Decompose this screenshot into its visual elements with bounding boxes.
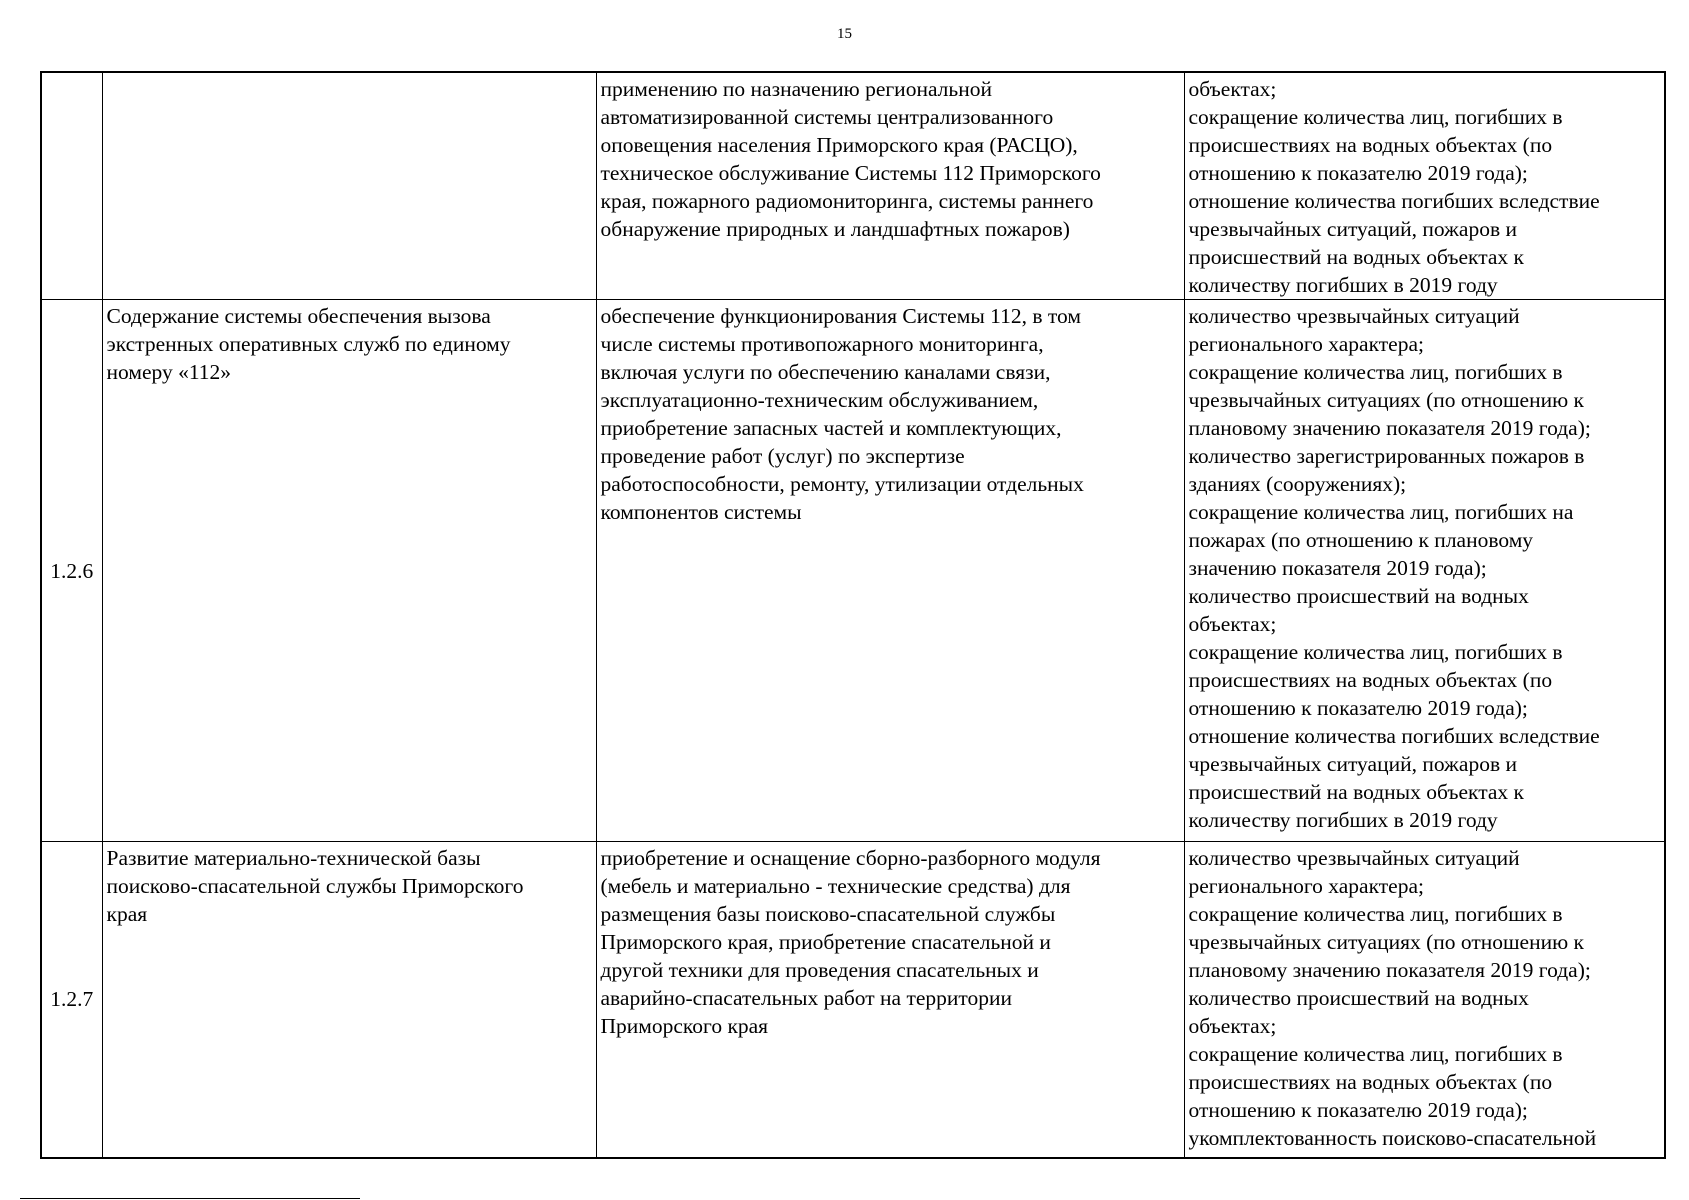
text-line: Содержание системы обеспечения вызова <box>106 304 491 328</box>
text-line: обнаружение природных и ландшафтных пожаров) <box>600 217 1070 241</box>
row-number-cell: 1.2.7 <box>41 842 102 1158</box>
text-line: другой техники для проведения спасательных и <box>600 958 1039 982</box>
activities-cell <box>596 300 1184 842</box>
text-line: размещения базы поисково-спасательной службы <box>600 902 1056 926</box>
row-number-cell <box>41 72 102 300</box>
text-line: количество чрезвычайных ситуаций <box>1188 304 1520 328</box>
text-line: работоспособности, ремонту, утилизации отдельных <box>600 472 1084 496</box>
text-line: компонентов системы <box>600 500 802 524</box>
indicators-cell <box>1184 842 1665 1158</box>
text-line: оповещения населения Приморского края (РАСЦО), <box>600 133 1078 157</box>
text-line: происшествиях на водных объектах (по <box>1188 668 1553 692</box>
text-line: приобретение запасных частей и комплектующих, <box>600 416 1062 440</box>
text-line: номеру «112» <box>106 360 232 384</box>
text-line: Приморского края, приобретение спасательной и <box>600 930 1051 954</box>
row-number-cell: 1.2.6 <box>41 300 102 842</box>
text-line: сокращение количества лиц, погибших на <box>1188 500 1574 524</box>
text-line: сокращение количества лиц, погибших в <box>1188 902 1563 926</box>
text-line: количество чрезвычайных ситуаций <box>1188 846 1520 870</box>
text-line: Приморского края <box>600 1014 769 1038</box>
text-line: отношению к показателю 2019 года); <box>1188 161 1528 185</box>
table-row <box>41 72 1665 300</box>
text-line: отношению к показателю 2019 года); <box>1188 1098 1528 1122</box>
text-line: количество происшествий на водных <box>1188 584 1529 608</box>
text-line: Развитие материально-технической базы <box>106 846 481 870</box>
page-number: 15 <box>837 26 852 42</box>
measure-name-cell <box>102 842 596 1158</box>
footnote-separator <box>20 1198 360 1199</box>
text-line: объектах; <box>1188 77 1277 101</box>
text-line: происшествий на водных объектах к <box>1188 245 1524 269</box>
text-line: объектах; <box>1188 612 1277 636</box>
measure-name-cell <box>102 300 596 842</box>
text-line: включая услуги по обеспечению каналами связи, <box>600 360 1051 384</box>
indicators-cell <box>1184 300 1665 842</box>
text-line: отношение количества погибших вследствие <box>1188 189 1600 213</box>
text-line: сокращение количества лиц, погибших в <box>1188 1042 1563 1066</box>
text-line: проведение работ (услуг) по экспертизе <box>600 444 965 468</box>
text-line: обеспечение функционирования Системы 112, в том <box>600 304 1081 328</box>
text-line: зданиях (сооружениях); <box>1188 472 1407 496</box>
text-line: количество зарегистрированных пожаров в <box>1188 444 1585 468</box>
text-line: поисково-спасательной службы Приморского <box>106 874 524 898</box>
text-line: экстренных оперативных служб по единому <box>106 332 511 356</box>
text-line: техническое обслуживание Системы 112 Приморского <box>600 161 1101 185</box>
text-line: регионального характера; <box>1188 332 1424 356</box>
activities-cell <box>596 72 1184 300</box>
text-line: приобретение и оснащение сборно-разборного модуля <box>600 846 1101 870</box>
text-line: края <box>106 902 148 926</box>
text-line: происшествиях на водных объектах (по <box>1188 133 1553 157</box>
text-line: количеству погибших в 2019 году <box>1188 808 1498 832</box>
text-line: чрезвычайных ситуаций, пожаров и <box>1188 217 1517 241</box>
text-line: сокращение количества лиц, погибших в <box>1188 640 1563 664</box>
text-line: аварийно-спасательных работ на территории <box>600 986 1013 1010</box>
text-line: плановому значению показателя 2019 года); <box>1188 958 1591 982</box>
text-line: сокращение количества лиц, погибших в <box>1188 360 1563 384</box>
measure-name-cell <box>102 72 596 300</box>
activities-cell <box>596 842 1184 1158</box>
text-line: укомплектованность поисково-спасательной <box>1188 1126 1597 1150</box>
table-row <box>41 842 1665 1158</box>
text-line: отношение количества погибших вследствие <box>1188 724 1600 748</box>
text-line: значению показателя 2019 года); <box>1188 556 1487 580</box>
text-line: чрезвычайных ситуациях (по отношению к <box>1188 930 1584 954</box>
text-line: автоматизированной системы централизованного <box>600 105 1054 129</box>
text-line: количество происшествий на водных <box>1188 986 1529 1010</box>
text-line: эксплуатационно-техническим обслуживанием, <box>600 388 1039 412</box>
text-line: количеству погибших в 2019 году <box>1188 273 1498 297</box>
text-line: происшествий на водных объектах к <box>1188 780 1524 804</box>
text-line: (мебель и материально - технические средства) для <box>600 874 1071 898</box>
program-table <box>40 71 1666 1159</box>
text-line: числе системы противопожарного мониторинга, <box>600 332 1044 356</box>
text-line: пожарах (по отношению к плановому <box>1188 528 1534 552</box>
text-line: объектах; <box>1188 1014 1277 1038</box>
text-line: плановому значению показателя 2019 года); <box>1188 416 1591 440</box>
text-line: происшествиях на водных объектах (по <box>1188 1070 1553 1094</box>
table-row <box>41 300 1665 842</box>
text-line: чрезвычайных ситуациях (по отношению к <box>1188 388 1584 412</box>
text-line: сокращение количества лиц, погибших в <box>1188 105 1563 129</box>
indicators-cell <box>1184 72 1665 300</box>
text-line: края, пожарного радиомониторинга, системы раннего <box>600 189 1094 213</box>
text-line: применению по назначению региональной <box>600 77 992 101</box>
text-line: отношению к показателю 2019 года); <box>1188 696 1528 720</box>
text-line: регионального характера; <box>1188 874 1424 898</box>
text-line: чрезвычайных ситуаций, пожаров и <box>1188 752 1517 776</box>
